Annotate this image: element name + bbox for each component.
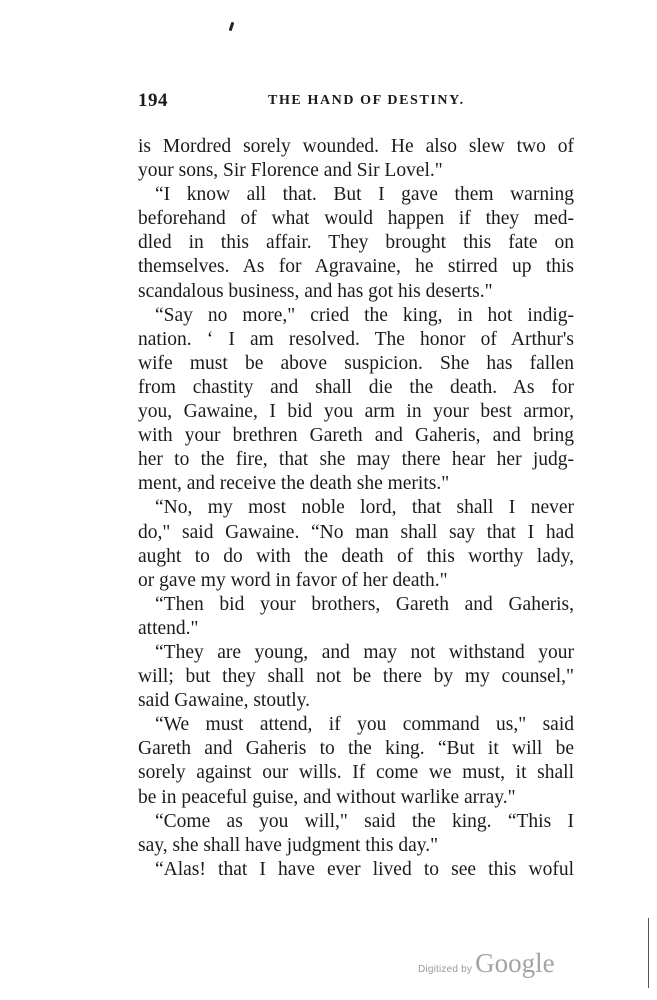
text-line: themselves. As for Agravaine, he stirred up this xyxy=(138,256,574,278)
text-line: with your brethren Gareth and Gaheris, and bring xyxy=(138,425,574,447)
text-line: sorely against our wills. If come we must, it shall xyxy=(138,762,574,784)
text-line: “Alas! that I have ever lived to see this woful xyxy=(155,858,574,880)
text-line: aught to do with the death of this worthy lady, xyxy=(138,545,574,567)
text-line: scandalous business, and has got his deserts." xyxy=(138,280,493,302)
text-line: “Come as you will," said the king. “This I xyxy=(155,810,574,832)
text-line: “Say no more," cried the king, in hot indig- xyxy=(155,304,574,326)
text-line: “We must attend, if you command us," said xyxy=(155,714,574,736)
text-line: attend." xyxy=(138,617,199,639)
text-line: will; but they shall not be there by my counsel," xyxy=(138,666,574,688)
text-line: your sons, Sir Florence and Sir Lovel." xyxy=(138,160,443,182)
text-line: you, Gawaine, I bid you arm in your best armor, xyxy=(138,401,574,423)
text-line: be in peaceful guise, and without warlike array." xyxy=(138,786,516,808)
text-line: ment, and receive the death she merits." xyxy=(138,473,450,495)
text-line: say, she shall have judgment this day." xyxy=(138,834,439,856)
page-edge-line xyxy=(648,918,649,988)
text-line: “They are young, and may not withstand your xyxy=(155,641,574,663)
running-head xyxy=(138,90,578,112)
watermark-brand: Google xyxy=(475,948,555,978)
text-line: Gareth and Gaheris to the king. “But it will be xyxy=(138,738,574,760)
text-line: from chastity and shall die the death. As for xyxy=(138,376,574,398)
text-line: dled in this affair. They brought this fate on xyxy=(138,232,574,254)
text-line: or gave my word in favor of her death." xyxy=(138,569,448,591)
text-line: is Mordred sorely wounded. He also slew two of xyxy=(138,136,574,157)
text-line: her to the fire, that she may there hear her judg- xyxy=(138,449,574,471)
text-line: “I know all that. But I gave them warning xyxy=(155,184,574,206)
text-line: beforehand of what would happen if they med- xyxy=(138,208,574,230)
text-line: “No, my most noble lord, that shall I never xyxy=(155,497,574,519)
text-line: nation. ‘ I am resolved. The honor of Arthur's xyxy=(138,328,574,350)
text-line: do," said Gawaine. “No man shall say that I had xyxy=(138,521,574,543)
text-line: wife must be above suspicion. She has fallen xyxy=(138,352,574,374)
body-text xyxy=(138,135,574,882)
text-line: said Gawaine, stoutly. xyxy=(138,690,311,712)
running-title: THE HAND OF DESTINY. xyxy=(268,93,465,108)
text-line: “Then bid your brothers, Gareth and Gaheris, xyxy=(155,593,574,615)
digitized-watermark xyxy=(418,948,555,979)
ink-speck xyxy=(229,22,235,31)
page-number: 194 xyxy=(138,90,168,111)
watermark-prefix: Digitized by xyxy=(418,964,473,975)
